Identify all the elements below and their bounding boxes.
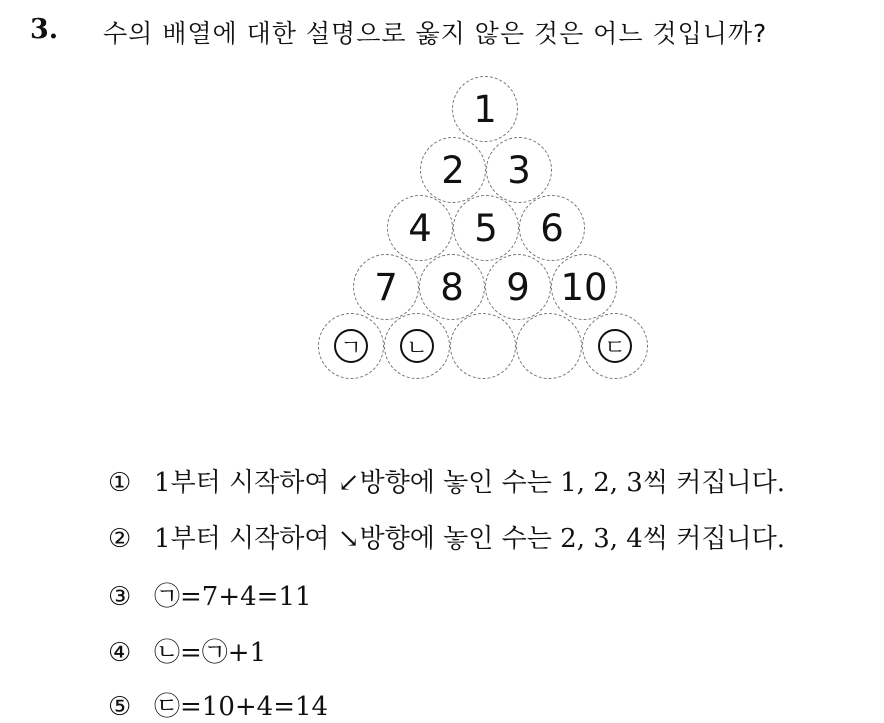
triangle-cell: 5 — [453, 195, 519, 261]
triangle-cell: 10 — [551, 254, 617, 320]
triangle-cell: 2 — [420, 137, 486, 203]
question-text: 수의 배열에 대한 설명으로 옳지 않은 것은 어느 것입니까? — [103, 19, 768, 48]
triangle-cell: 1 — [452, 76, 518, 142]
option-number: ③ — [108, 582, 132, 612]
triangle-cell-empty — [450, 313, 516, 379]
label-digeut: ㄷ — [598, 329, 632, 363]
option-5[interactable] — [108, 686, 328, 723]
triangle-cell-label — [582, 313, 648, 379]
option-text: 1부터 시작하여 ↘방향에 놓인 수는 2, 3, 4씩 커집니다. — [154, 524, 785, 554]
triangle-cell-empty — [516, 313, 582, 379]
triangle-cell: 3 — [486, 137, 552, 203]
question-number: 3. — [30, 14, 59, 45]
option-2[interactable] — [108, 518, 785, 555]
option-4[interactable] — [108, 632, 266, 669]
triangle-cell: 4 — [387, 195, 453, 261]
triangle-cell-label — [318, 313, 384, 379]
triangle-cell-label — [384, 313, 450, 379]
option-number: ④ — [108, 638, 132, 668]
option-text: 1부터 시작하여 ↙방향에 놓인 수는 1, 2, 3씩 커집니다. — [154, 468, 785, 498]
option-1[interactable] — [108, 462, 785, 499]
option-number: ⑤ — [108, 692, 132, 722]
option-number: ① — [108, 468, 132, 498]
label-nieun: ㄴ — [400, 329, 434, 363]
triangle-cell: 9 — [485, 254, 551, 320]
triangle-cell: 7 — [353, 254, 419, 320]
label-giyeok: ㄱ — [334, 329, 368, 363]
option-number: ② — [108, 524, 132, 554]
triangle-cell: 6 — [519, 195, 585, 261]
option-text: ㉢=10+4=14 — [154, 692, 329, 722]
option-text: ㉡=㉠+1 — [154, 638, 267, 668]
option-text: ㉠=7+4=11 — [154, 582, 312, 612]
option-3[interactable] — [108, 576, 312, 613]
triangle-cell: 8 — [419, 254, 485, 320]
